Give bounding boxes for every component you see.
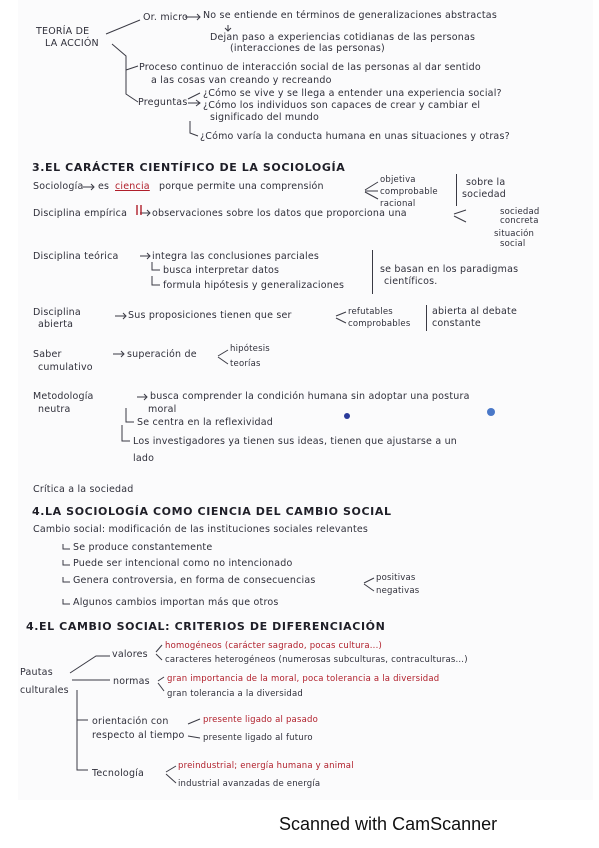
proceso-line1: Proceso continuo de interacción social de las personas al dar sentido [139, 62, 481, 73]
teorica-line1: integra las conclusiones parciales [152, 251, 320, 262]
consecuencia-positivas: positivas [376, 573, 416, 583]
pregunta-2: ¿Cómo los individuos son capaces de crear y cambiar el [203, 100, 481, 111]
empirica-label: Disciplina empírica [33, 208, 128, 219]
orientacion-line2: respecto al tiempo [92, 730, 185, 741]
saber-text: superación de [127, 349, 197, 360]
valores-line1: homogéneos (carácter sagrado, pocas cultura...) [165, 641, 382, 651]
pautas-label-line2: culturales [20, 685, 69, 696]
empirica-item-1: sociedad [500, 207, 540, 217]
saber-label-line2: cumulativo [38, 362, 93, 373]
saber-item-1: hipótesis [230, 344, 270, 354]
teoria-label-line1: TEORÍA DE [36, 26, 90, 37]
teoria-label-line2: LA ACCIÓN [45, 38, 99, 49]
sobre-la: sobre la [466, 177, 506, 188]
tecnologia-line1: preindustrial; energía humana y animal [178, 761, 354, 771]
abierta-side-line2: constante [432, 318, 481, 329]
cambio-item-1: Se produce constantemente [73, 542, 213, 553]
section3-heading: 3.EL CARÁCTER CIENTÍFICO DE LA SOCIOLOGÍA [32, 161, 346, 174]
abierta-brace [426, 305, 427, 331]
metodologia-line2: Se centra en la reflexividad [137, 417, 274, 428]
normas-line2: gran tolerancia a la diversidad [167, 689, 304, 699]
section5-heading: 4.EL CAMBIO SOCIAL: CRITERIOS DE DIFERENCIACIÓN [26, 620, 386, 633]
sobre-sociedad: sociedad [462, 189, 506, 200]
sociologia-prefix: Sociología [33, 181, 84, 192]
empirica-item-3: situación [494, 229, 535, 239]
comprension-item-1: objetiva [380, 175, 416, 185]
empirica-text: observaciones sobre los datos que proporciona una [152, 208, 407, 219]
tecnologia-label: Tecnología [92, 768, 145, 779]
orientacion-right1: presente ligado al pasado [203, 715, 318, 725]
orientacion-line1: orientación con [92, 716, 169, 727]
empirica-item-2: concreta [500, 216, 539, 226]
micro-line1: No se entiende en términos de generalizaciones abstractas [203, 10, 497, 21]
saber-label-line1: Saber [33, 349, 62, 360]
cambio-social-intro: Cambio social: modificación de las instituciones sociales relevantes [33, 524, 369, 535]
micro-line2: Dejan paso a experiencias cotidianas de las personas [210, 32, 476, 43]
teorica-side-line2: científicos. [384, 276, 438, 287]
cambio-item-3: Genera controversia, en forma de consecuencias [73, 575, 316, 586]
pregunta-2-cont: significado del mundo [210, 112, 320, 123]
sociologia-rest: porque permite una comprensión [159, 181, 324, 192]
abierta-label-line2: abierta [38, 319, 74, 330]
micro-line3: (interacciones de las personas) [230, 43, 385, 54]
pregunta-1: ¿Cómo se vive y se llega a entender una experiencia social? [203, 88, 502, 99]
abierta-text: Sus proposiciones tienen que ser [128, 310, 292, 321]
teorica-label: Disciplina teórica [33, 251, 119, 262]
abierta-label-line1: Disciplina [33, 307, 81, 318]
tecnologia-line2: industrial avanzadas de energía [178, 779, 321, 789]
comprension-brace [456, 174, 457, 206]
saber-item-2: teorías [230, 359, 261, 369]
pautas-label-line1: Pautas [20, 667, 53, 678]
metodologia-line1: busca comprender la condición humana sin adoptar una postura [150, 391, 470, 402]
teorica-side-line1: se basan en los paradigmas [380, 264, 519, 275]
normas-label: normas [113, 676, 150, 687]
proceso-line2: a las cosas van creando y recreando [151, 75, 332, 86]
comprension-item-3: racional [380, 199, 416, 209]
empirica-item-4: social [500, 239, 526, 249]
cambio-item-4: Algunos cambios importan más que otros [73, 597, 279, 608]
pregunta-3: ¿Cómo varía la conducta humana en unas situaciones y otras? [200, 131, 510, 142]
valores-line2: caracteres heterogéneos (numerosas subculturas, contraculturas...) [165, 655, 468, 665]
critica-sociedad: Crítica a la sociedad [33, 484, 134, 495]
abierta-side-line1: abierta al debate [432, 306, 517, 317]
abierta-item-1: refutables [348, 307, 393, 317]
metodologia-label-line2: neutra [38, 404, 71, 415]
teorica-brace [372, 250, 373, 294]
teorica-line3: formula hipótesis y generalizaciones [163, 280, 345, 291]
valores-label: valores [112, 649, 148, 660]
metodologia-label-line1: Metodología [33, 391, 94, 402]
sociologia-ciencia: ciencia [115, 181, 150, 192]
metodologia-line1-cont: moral [148, 404, 177, 415]
metodologia-line3: Los investigadores ya tienen sus ideas, tienen que ajustarse a un [133, 436, 458, 447]
teorica-line2: busca interpretar datos [163, 265, 280, 276]
consecuencia-negativas: negativas [376, 586, 420, 596]
metodologia-line3-cont: lado [133, 453, 155, 464]
abierta-item-2: comprobables [348, 319, 411, 329]
micro-label: Or. micro [143, 12, 188, 23]
section4-heading: 4.LA SOCIOLOGÍA COMO CIENCIA DEL CAMBIO SOCIAL [32, 505, 392, 518]
normas-line1: gran importancia de la moral, poca tolerancia a la diversidad [167, 674, 440, 684]
orientacion-right2: presente ligado al futuro [203, 733, 313, 743]
camscanner-watermark: Scanned with CamScanner [279, 814, 498, 834]
sociologia-es: es [98, 181, 110, 192]
preguntas-label: Preguntas [138, 97, 188, 108]
cambio-item-2: Puede ser intencional como no intencionado [73, 558, 293, 569]
comprension-item-2: comprobable [380, 187, 438, 197]
